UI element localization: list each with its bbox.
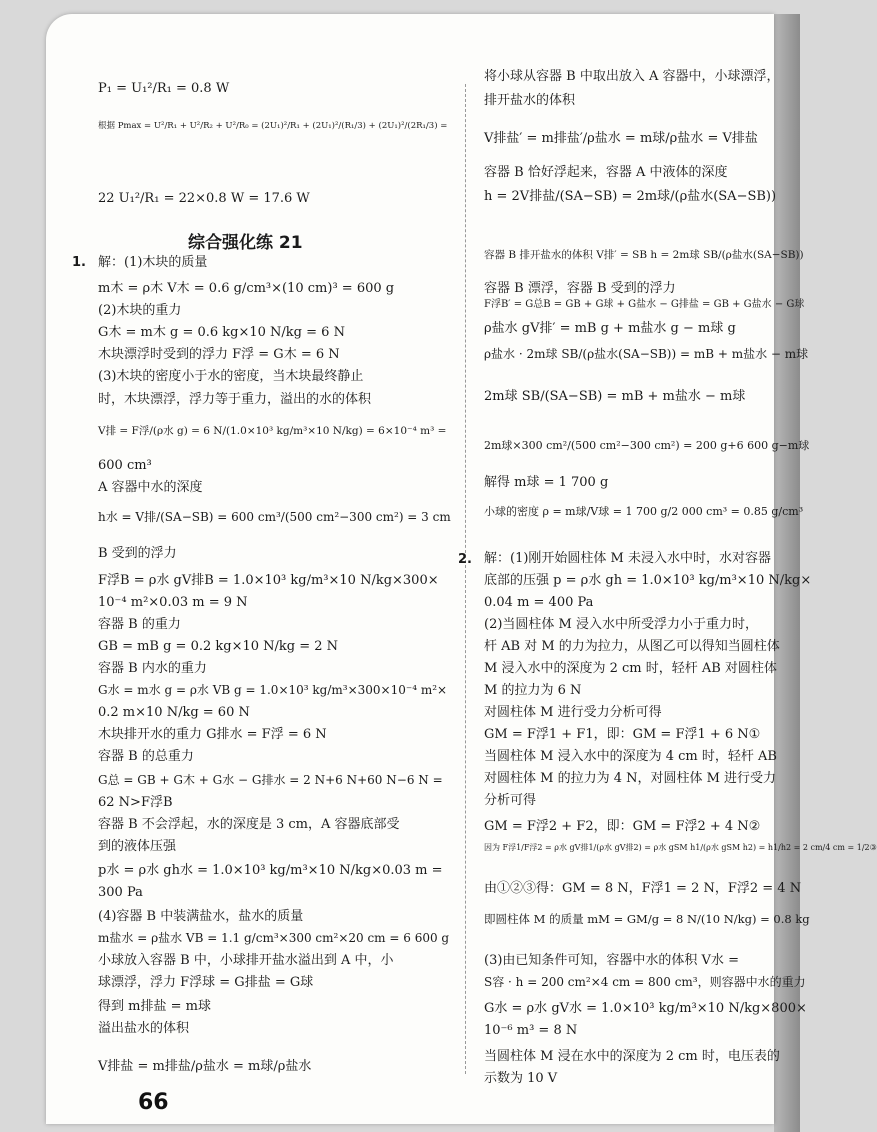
text-line: F浮B′ = G总B = GB + G球 + G盐水 − G排盐 = GB + G盐水 − G球 — [484, 299, 805, 310]
text-line: h水 = V排/(SA−SB) = 600 cm³/(500 cm²−300 cm²) = 3 cm — [98, 510, 451, 524]
text-line: 示数为 10 V — [484, 1071, 558, 1086]
text-line: 根据 Pmax = U²/R₁ + U²/R₂ + U²/R₀ = (2U₁)²/R₁ + (2U₁)²/(R₁/3) + (2U₁)²/(2R₁/3) = — [98, 121, 448, 131]
text-line: 解得 m球 = 1 700 g — [484, 475, 609, 490]
text-line: 容器 B 内水的重力 — [98, 661, 207, 676]
text-line: m木 = ρ木 V木 = 0.6 g/cm³×(10 cm)³ = 600 g — [98, 281, 395, 296]
text-line: h = 2V排盐/(SA−SB) = 2m球/(ρ盐水(SA−SB)) — [484, 189, 777, 204]
text-line: (3)由已知条件可知，容器中水的体积 V水 = — [484, 953, 739, 968]
text-line: ρ盐水 gV排′ = mB g + m盐水 g − m球 g — [484, 321, 736, 336]
text-line: V排盐 = m排盐/ρ盐水 = m球/ρ盐水 — [98, 1059, 312, 1074]
text-line: 时，木块漂浮，浮力等于重力，溢出的水的体积 — [98, 392, 372, 407]
text-line: 容器 B 漂浮，容器 B 受到的浮力 — [484, 281, 676, 296]
text-line: 杆 AB 对 M 的力为拉力，从图乙可以得知当圆柱体 — [484, 639, 780, 654]
text-line: G水 = m水 g = ρ水 VB g = 1.0×10³ kg/m³×300×10⁻⁴ m²× — [98, 683, 448, 697]
text-line: (4)容器 B 中装满盐水，盐水的质量 — [98, 909, 304, 924]
text-line: 当圆柱体 M 浸在水中的深度为 2 cm 时，电压表的 — [484, 1049, 780, 1064]
document-page — [46, 14, 877, 1124]
text-line: 解：(1)刚开始圆柱体 M 未浸入水中时，水对容器 — [484, 551, 771, 566]
text-line: 底部的压强 p = ρ水 gh = 1.0×10³ kg/m³×10 N/kg× — [484, 573, 812, 588]
text-line: M 浸入水中的深度为 2 cm 时，轻杆 AB 对圆柱体 — [484, 661, 777, 676]
text-line: GB = mB g = 0.2 kg×10 N/kg = 2 N — [98, 639, 339, 654]
page-number: 66 — [138, 1090, 169, 1115]
text-line: 小球放入容器 B 中，小球排开盐水溢出到 A 中，小 — [98, 953, 394, 968]
text-line: F浮B = ρ水 gV排B = 1.0×10³ kg/m³×10 N/kg×300× — [98, 573, 439, 588]
text-line: 2m球×300 cm²/(500 cm²−300 cm²) = 200 g+6 600 g−m球 — [484, 439, 810, 452]
text-line: V排盐′ = m排盐′/ρ盐水 = m球/ρ盐水 = V排盐 — [484, 131, 758, 146]
text-line: 0.2 m×10 N/kg = 60 N — [98, 705, 250, 720]
text-line: 容器 B 不会浮起，水的深度是 3 cm，A 容器底部受 — [98, 817, 400, 832]
text-line: 2m球 SB/(SA−SB) = mB + m盐水 − m球 — [484, 389, 746, 404]
text-line: 0.04 m = 400 Pa — [484, 595, 594, 610]
text-line: S容 · h = 200 cm²×4 cm = 800 cm³，则容器中水的重力 — [484, 975, 806, 989]
text-line: 到的液体压强 — [98, 839, 177, 854]
text-line: 解：(1)木块的质量 — [98, 255, 208, 270]
text-line: 10⁻⁶ m³ = 8 N — [484, 1023, 578, 1038]
text-line: GM = F浮1 + F1，即：GM = F浮1 + 6 N① — [484, 727, 761, 742]
text-line: 当圆柱体 M 浸入水中的深度为 4 cm 时，轻杆 AB — [484, 749, 777, 764]
text-line: 由①②③得：GM = 8 N，F浮1 = 2 N，F浮2 = 4 N — [484, 881, 802, 896]
text-line: GM = F浮2 + F2，即：GM = F浮2 + 4 N② — [484, 819, 761, 834]
text-line: G木 = m木 g = 0.6 kg×10 N/kg = 6 N — [98, 325, 345, 340]
text-line: 木块漂浮时受到的浮力 F浮 = G木 = 6 N — [98, 347, 340, 362]
text-line: 分析可得 — [484, 793, 537, 808]
text-line: 小球的密度 ρ = m球/V球 = 1 700 g/2 000 cm³ = 0.85 g/cm³ — [484, 505, 804, 518]
text-line: 因为 F浮1/F浮2 = ρ水 gV排1/(ρ水 gV排2) = ρ水 gSM h1/(ρ水 gSM h2) = h1/h2 = 2 cm/4 cm = 1/2③ — [484, 843, 877, 852]
text-line: 容器 B 恰好浮起来，容器 A 中液体的深度 — [484, 165, 728, 180]
text-line: 球漂浮，浮力 F浮球 = G排盐 = G球 — [98, 975, 314, 990]
text-line: A 容器中水的深度 — [98, 480, 203, 495]
text-line: (2)木块的重力 — [98, 303, 182, 318]
text-line: 对圆柱体 M 的拉力为 4 N，对圆柱体 M 进行受力 — [484, 771, 777, 786]
question-number-2: 2. — [458, 552, 472, 567]
text-line: ρ盐水 · 2m球 SB/(ρ盐水(SA−SB)) = mB + m盐水 − m球 — [484, 347, 809, 361]
text-line: 300 Pa — [98, 885, 143, 900]
text-line: M 的拉力为 6 N — [484, 683, 582, 698]
text-line: 溢出盐水的体积 — [98, 1021, 190, 1036]
question-number-1: 1. — [72, 255, 86, 270]
text-line: 将小球从容器 B 中取出放入 A 容器中，小球漂浮， — [484, 69, 780, 84]
text-line: 容器 B 排开盐水的体积 V排′ = SB h = 2m球 SB/(ρ盐水(SA−SB)) — [484, 249, 804, 261]
text-line: (3)木块的密度小于水的密度，当木块最终静止 — [98, 369, 364, 384]
text-line: 600 cm³ — [98, 458, 152, 473]
text-line: 容器 B 的重力 — [98, 617, 181, 632]
text-line: 得到 m排盐 = m球 — [98, 999, 211, 1014]
text-line: 木块排开水的重力 G排水 = F浮 = 6 N — [98, 727, 327, 742]
text-line: 容器 B 的总重力 — [98, 749, 194, 764]
column-divider — [465, 84, 466, 1074]
text-line: (2)当圆柱体 M 浸入水中所受浮力小于重力时， — [484, 617, 758, 632]
text-line: 10⁻⁴ m²×0.03 m = 9 N — [98, 595, 248, 610]
text-line: P₁ = U₁²/R₁ = 0.8 W — [98, 81, 230, 96]
text-line: 62 N>F浮B — [98, 795, 173, 810]
text-line: 排开盐水的体积 — [484, 93, 576, 108]
text-line: p水 = ρ水 gh水 = 1.0×10³ kg/m³×10 N/kg×0.03 m = — [98, 863, 443, 878]
text-line: 对圆柱体 M 进行受力分析可得 — [484, 705, 662, 720]
text-line: V排 = F浮/(ρ水 g) = 6 N/(1.0×10³ kg/m³×10 N/kg) = 6×10⁻⁴ m³ = — [98, 425, 447, 437]
text-line: G总 = GB + G木 + G水 − G排水 = 2 N+6 N+60 N−6 N = — [98, 773, 443, 787]
text-line: 即圆柱体 M 的质量 mM = GM/g = 8 N/(10 N/kg) = 0.8 kg — [484, 912, 810, 926]
text-line: B 受到的浮力 — [98, 546, 177, 561]
text-line: m盐水 = ρ盐水 VB = 1.1 g/cm³×300 cm²×20 cm = 6 600 g — [98, 931, 450, 945]
section-title: 综合强化练 21 — [188, 233, 303, 253]
text-line: 22 U₁²/R₁ = 22×0.8 W = 17.6 W — [98, 191, 310, 206]
text-line: G水 = ρ水 gV水 = 1.0×10³ kg/m³×10 N/kg×800× — [484, 1001, 807, 1016]
